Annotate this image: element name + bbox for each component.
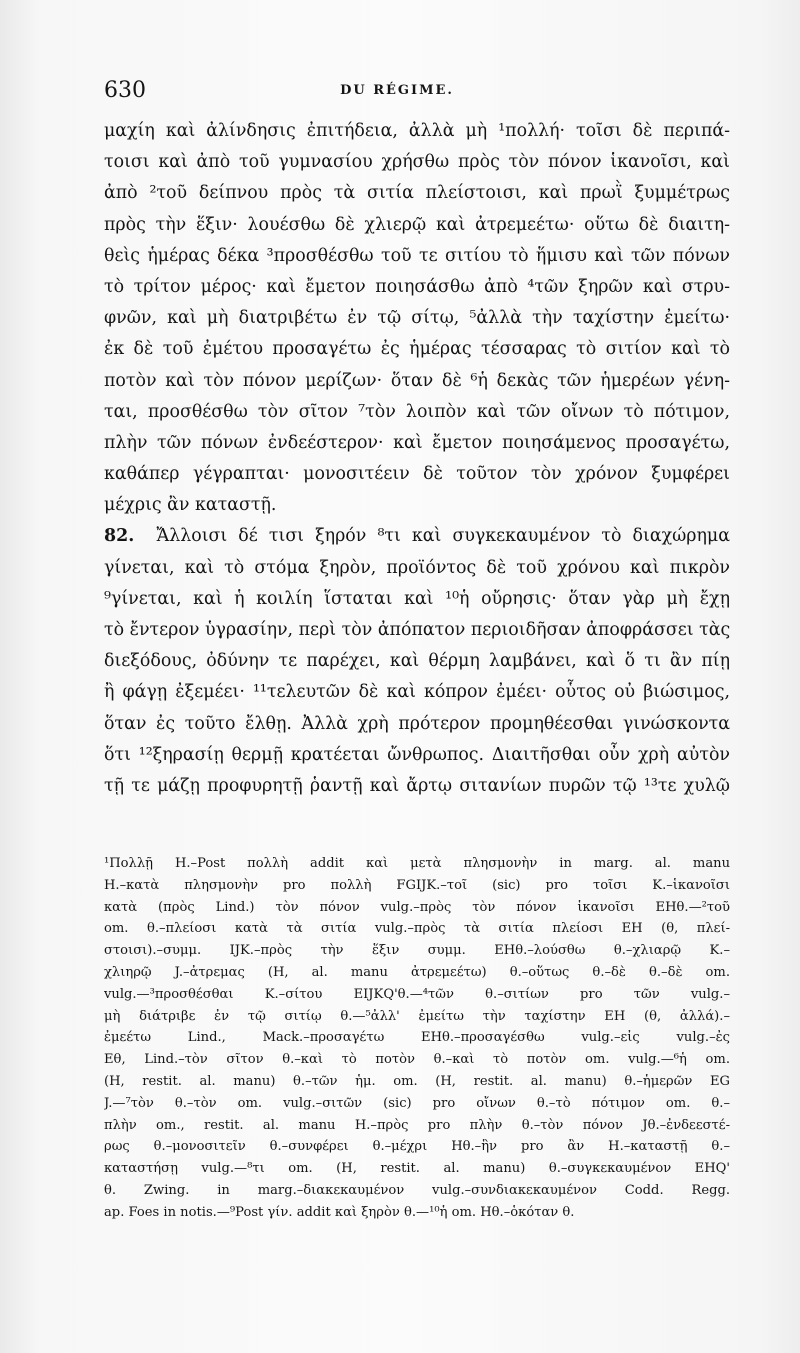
text-line: πλὴν τῶν πόνων ἐνδεέστερον· καὶ ἔμετον ποιησάμενος προσαγέτω,: [104, 432, 730, 453]
text-line: ἀπὸ ²τοῦ δείπνου πρὸς τὰ σιτία πλείστοισι, καὶ πρωῒ ξυμμέτρως: [104, 183, 730, 204]
footnote-line: H.–κατὰ πλησμονὴν pro πολλὴ FGIJK.–τοῖ (sic) pro τοῖσι K.–ἱκανοῖσι: [104, 877, 730, 893]
footnote-line: καταστήσῃ vulg.—⁸τι om. (H, restit. al. manu) θ.–συγκεκαυμένον EHQ': [104, 1161, 730, 1177]
footnote-line: ἐμεέτω Lind., Mack.–προσαγέτω EHθ.–προσαγέσθω vulg.–εἰς vulg.–ἐς: [104, 1030, 730, 1046]
text-line: ται, προσθέσθω τὸν σῖτον ⁷τὸν λοιπὸν καὶ τῶν οἴνων τὸ πότιμον,: [104, 401, 730, 422]
footnote-line: ap. Foes in notis.—⁹Post γίν. addit καὶ ξηρὸν θ.—¹⁰ἡ om. Hθ.–ὁκόταν θ.: [104, 1204, 575, 1220]
main-text: [104, 116, 730, 802]
text-line: ὅτι ¹²ξηρασίῃ θερμῇ κρατέεται ὤνθρωπος. Διαιτῆσθαι οὖν χρὴ αὐτὸν: [104, 744, 730, 765]
text-line: ποτὸν καὶ τὸν πόνον μερίζων· ὅταν δὲ ⁶ἡ δεκὰς τῶν ἡμερέων γένη-: [104, 370, 730, 391]
footnote-line: vulg.—³προσθέσθαι K.–σίτου EIJKQ'θ.—⁴τῶν θ.–σιτίων pro τῶν vulg.–: [104, 986, 730, 1002]
section-number: 82.: [104, 526, 135, 547]
text-line: γίνεται, καὶ τὸ στόμα ξηρὸν, προϊόντος δὲ τοῦ χρόνου καὶ πικρὸν: [104, 557, 730, 578]
page-number: 630: [104, 78, 146, 103]
footnote-line: om. θ.–πλείοσι κατὰ τὰ σιτία vulg.–πρὸς τὰ σιτία πλείοσι EH (θ, πλεί-: [104, 921, 730, 937]
footnotes: [104, 853, 730, 1224]
text-line: τῇ τε μάζῃ προφυρητῇ ῥαντῇ καὶ ἄρτῳ σιτανίων πυρῶν τῷ ¹³τε χυλῷ: [104, 775, 730, 796]
footnote-line: J.—⁷τὸν θ.–τὸν om. vulg.–σιτῶν (sic) pro οἴνων θ.–τὸ πότιμον om. θ.–: [104, 1095, 730, 1111]
text-line: ὅταν ἐς τοῦτο ἔλθῃ. Ἀλλὰ χρὴ πρότερον προμηθέεσθαι γινώσκοντα: [104, 713, 730, 734]
footnote-line: πλὴν om., restit. al. manu H.–πρὸς pro πλὴν θ.–τὸν πόνον Jθ.–ἐνδεεστέ-: [104, 1117, 730, 1133]
footnote-line: στοισι).–συμμ. IJK.–πρὸς τὴν ἕξιν συμμ. EHθ.–λούσθω θ.–χλιαρῷ K.–: [104, 943, 730, 959]
footnote-line: ρως θ.–μονοσιτεῖν θ.–συνφέρει θ.–μέχρι Hθ.–ἣν pro ἂν H.–καταστῇ θ.–: [104, 1139, 730, 1155]
text-line: ἐκ δὲ τοῦ ἐμέτου προσαγέτω ἐς ἡμέρας τέσσαρας τὸ σιτίον καὶ τὸ: [104, 339, 730, 360]
text-line: μαχίη καὶ ἀλίνδησις ἐπιτήδεια, ἀλλὰ μὴ ¹πολλή· τοῖσι δὲ περιπά-: [104, 121, 730, 141]
text-line: μέχρις ἂν καταστῇ.: [104, 495, 277, 516]
text-line: ἢ φάγῃ ἐξεμέει· ¹¹τελευτῶν δὲ καὶ κόπρον ἐμέει· οὗτος οὐ βιώσιμος,: [104, 682, 730, 703]
text-line: φνῶν, καὶ μὴ διατριβέτω ἐν τῷ σίτῳ, ⁵ἀλλὰ τὴν ταχίστην ἐμείτω·: [104, 308, 730, 329]
text-line: καθάπερ γέγραπται· μονοσιτέειν δὲ τοῦτον τὸν χρόνον ξυμφέρει: [104, 464, 730, 485]
text-line: τὸ ἔντερον ὑγρασίην, περὶ τὸν ἀπόπατον περιοιδῆσαν ἀποφράσσει τὰς: [104, 620, 730, 640]
footnote-line: θ. Zwing. in marg.–διακεκαυμένον vulg.–συνδιακεκαυμένον Codd. Regg.: [104, 1182, 730, 1198]
text-line: Ἄλλοισι δέ τισι ξηρόν ⁸τι καὶ συγκεκαυμένον τὸ διαχώρημα: [156, 526, 730, 547]
footnote-line: Eθ, Lind.–τὸν σῖτον θ.–καὶ τὸ ποτὸν θ.–καὶ τὸ ποτὸν om. vulg.—⁶ἡ om.: [104, 1052, 730, 1068]
text-line: τὸ τρίτον μέρος· καὶ ἔμετον ποιησάσθω ἀπὸ ⁴τῶν ξηρῶν καὶ στρυ-: [104, 276, 730, 297]
footnote-line: χλιηρῷ J.–ἀτρεμας (H, al. manu ἀτρεμεέτω) θ.–οὕτως θ.–δὲ θ.–δὲ om.: [104, 964, 730, 980]
footnote-line: (H, restit. al. manu) θ.–τῶν ἡμ. om. (H, restit. al. manu) θ.–ἡμερῶν EG: [104, 1073, 730, 1089]
section-82-first-line: [104, 521, 730, 552]
text-line: διεξόδους, ὀδύνην τε παρέχει, καὶ θέρμη λαμβάνει, καὶ ὅ τι ἂν πίῃ: [104, 651, 730, 672]
footnote-line: μὴ διάτριβε ἐν τῷ σιτίῳ θ.—⁵ἀλλ' ἐμείτω τὴν ταχίστην EH (θ, ἀλλά).–: [104, 1008, 730, 1024]
footnote-line: ¹Πολλῇ H.–Post πολλὴ addit καὶ μετὰ πλησμονὴν in marg. al. manu: [104, 856, 730, 871]
text-line: πρὸς τὴν ἕξιν· λουέσθω δὲ χλιερῷ καὶ ἀτρεμεέτω· οὕτω δὲ διαιτη-: [104, 214, 730, 235]
text-line: τοισι καὶ ἀπὸ τοῦ γυμνασίου χρήσθω πρὸς τὸν πόνον ἱκανοῖσι, καὶ: [104, 152, 730, 173]
text-line: ⁹γίνεται, καὶ ἡ κοιλίη ἵσταται καὶ ¹⁰ἡ οὔρησις· ὅταν γὰρ μὴ ἔχῃ: [104, 588, 730, 609]
footnote-line: κατὰ (πρὸς Lind.) τὸν πόνον vulg.–πρὸς τὸν πόνον ἱκανοῖσι EHθ.—²τοῦ: [104, 899, 730, 915]
text-line: θεὶς ἡμέρας δέκα ³προσθέσθω τοῦ τε σιτίου τὸ ἥμισυ καὶ τῶν πόνων: [104, 245, 730, 266]
page-header: [104, 78, 690, 108]
running-head: DU RÉGIME.: [340, 83, 454, 98]
